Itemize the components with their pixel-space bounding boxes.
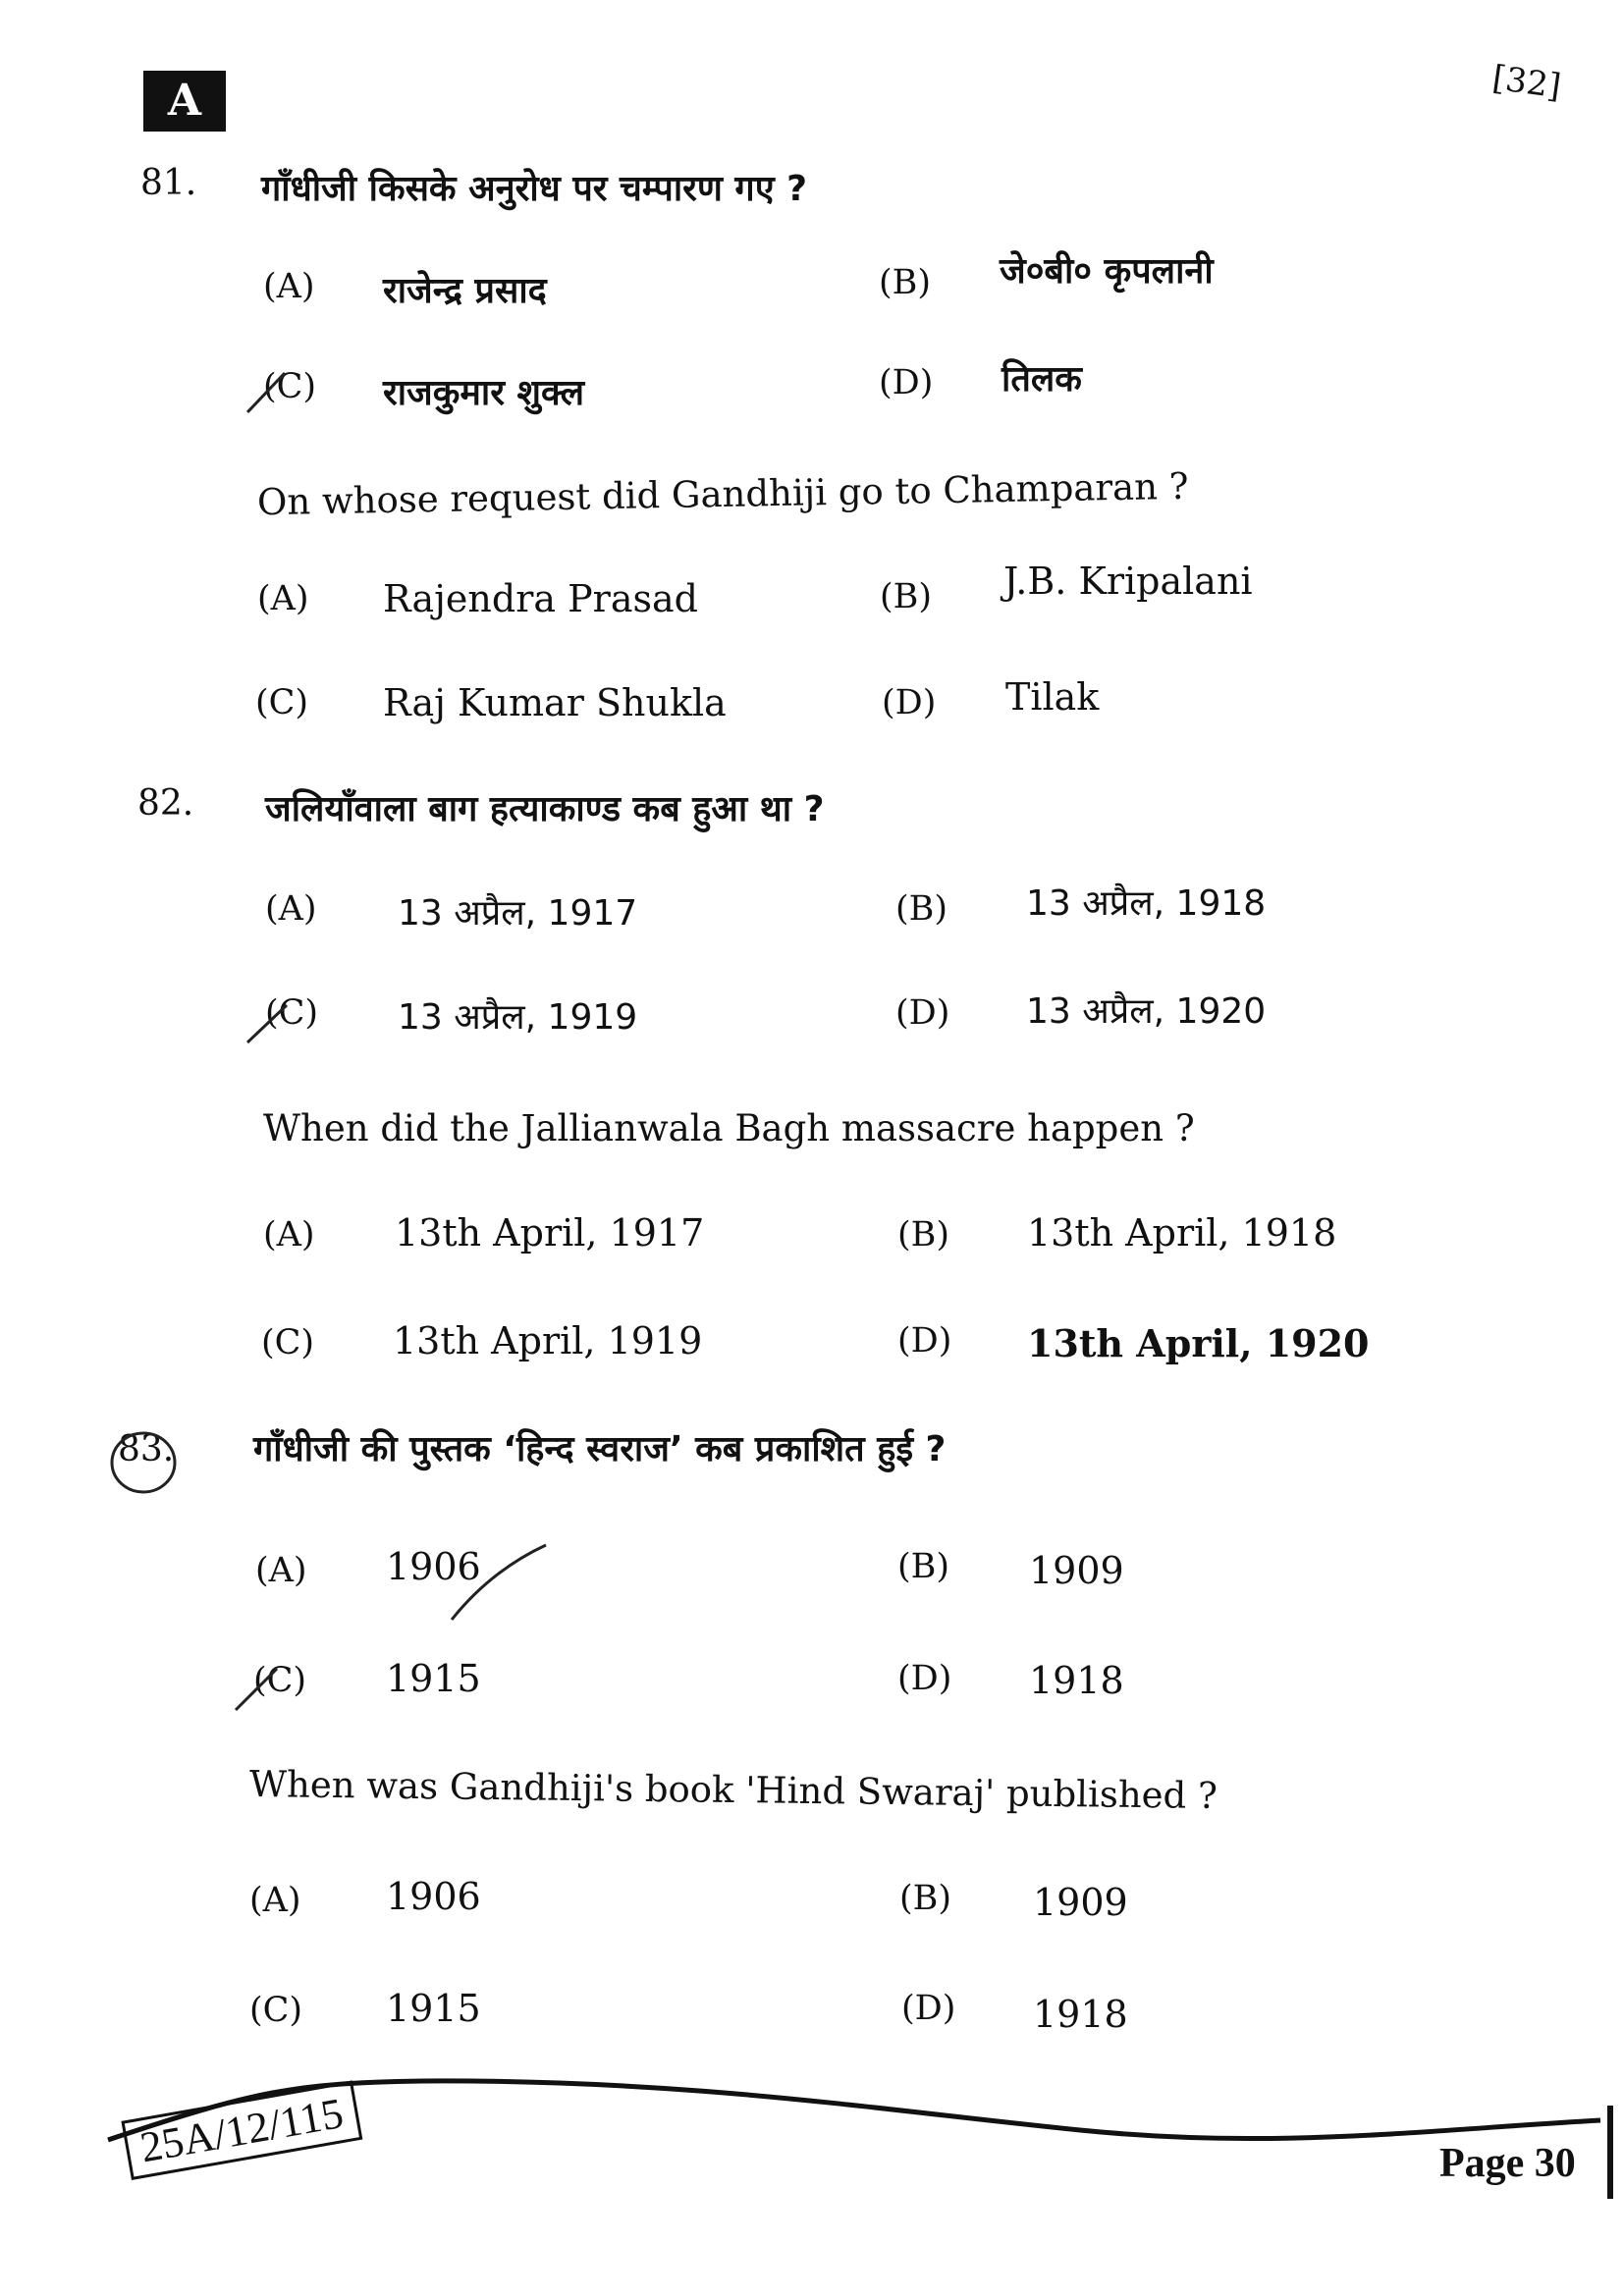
option-letter: (A) bbox=[265, 889, 317, 929]
option-letter: (A) bbox=[249, 1881, 301, 1920]
option-letter: (B) bbox=[895, 889, 948, 929]
option-text: 13th April, 1919 bbox=[393, 1319, 703, 1362]
option-letter: (C) bbox=[249, 1991, 303, 2030]
page-number: Page 30 bbox=[1439, 2141, 1576, 2186]
option-letter: (D) bbox=[897, 1659, 952, 1698]
option-letter: (C) bbox=[253, 1661, 307, 1700]
option-text: राजकुमार शुक्ल bbox=[383, 373, 585, 413]
option-letter: (C) bbox=[255, 683, 309, 722]
option-text: जे०बी० कृपलानी bbox=[1000, 251, 1214, 292]
option-text: 13th April, 1920 bbox=[1027, 1321, 1370, 1365]
option-text: 1906 bbox=[386, 1545, 481, 1588]
option-text: 13 अप्रैल, 1918 bbox=[1026, 883, 1267, 924]
option-text: 13 अप्रैल, 1919 bbox=[398, 997, 638, 1038]
option-letter: (A) bbox=[255, 1551, 307, 1590]
option-text: J.B. Kripalani bbox=[1003, 560, 1253, 603]
option-text: 1909 bbox=[1029, 1549, 1124, 1592]
option-text: 13 अप्रैल, 1920 bbox=[1026, 991, 1267, 1032]
option-text: 13th April, 1917 bbox=[395, 1211, 705, 1255]
question-number: 81. bbox=[140, 163, 197, 203]
option-text: 1915 bbox=[386, 1657, 481, 1700]
question-english: When was Gandhiji's book 'Hind Swaraj' published ? bbox=[248, 1762, 1218, 1818]
question-hindi: गाँधीजी की पुस्तक ‘हिन्द स्वराज’ कब प्रकाशित हुई ? bbox=[253, 1429, 947, 1469]
paper-code: 25A/12/115 bbox=[121, 2080, 362, 2180]
circle-mark-icon bbox=[112, 1433, 175, 1492]
option-letter: (D) bbox=[901, 1989, 956, 2028]
option-text: Tilak bbox=[1005, 675, 1100, 719]
option-letter: (B) bbox=[897, 1215, 950, 1255]
slash-mark-icon bbox=[452, 1545, 546, 1620]
option-text: Rajendra Prasad bbox=[383, 577, 698, 620]
option-text: 1915 bbox=[386, 1987, 481, 2030]
option-letter: (A) bbox=[263, 1215, 315, 1255]
option-text: तिलक bbox=[1001, 359, 1082, 400]
option-text: 13 अप्रैल, 1917 bbox=[398, 893, 638, 934]
question-hindi: जलियाँवाला बाग हत्याकाण्ड कब हुआ था ? bbox=[265, 789, 825, 829]
question-english: On whose request did Gandhiji go to Champaran ? bbox=[256, 464, 1189, 524]
option-letter: (B) bbox=[899, 1879, 952, 1918]
option-text: 1909 bbox=[1033, 1881, 1128, 1924]
option-letter: (C) bbox=[261, 1323, 315, 1362]
tick-mark-icon bbox=[247, 373, 285, 412]
option-text: Raj Kumar Shukla bbox=[383, 681, 727, 724]
option-letter: (D) bbox=[897, 1321, 952, 1361]
set-label-badge: A bbox=[143, 71, 226, 132]
question-english: When did the Jallianwala Bagh massacre happen ? bbox=[263, 1107, 1195, 1149]
tick-mark-icon bbox=[247, 1005, 287, 1042]
option-text: 1918 bbox=[1033, 1993, 1128, 2036]
option-text: 13th April, 1918 bbox=[1027, 1211, 1337, 1255]
page-marker: [32] bbox=[1489, 58, 1564, 107]
question-hindi: गाँधीजी किसके अनुरोध पर चम्पारण गए ? bbox=[261, 169, 808, 209]
option-letter: (B) bbox=[880, 577, 933, 616]
option-letter: (C) bbox=[263, 367, 317, 406]
option-letter: (C) bbox=[265, 993, 319, 1033]
option-letter: (B) bbox=[879, 263, 932, 302]
option-text: 1906 bbox=[386, 1875, 481, 1918]
option-letter: (D) bbox=[879, 363, 934, 402]
question-number: 82. bbox=[137, 783, 194, 824]
tick-mark-icon bbox=[236, 1669, 277, 1710]
option-text: राजेन्द्र प्रसाद bbox=[383, 271, 547, 311]
option-letter: (A) bbox=[257, 579, 309, 618]
option-text: 1918 bbox=[1029, 1659, 1124, 1702]
option-letter: (D) bbox=[882, 683, 937, 722]
option-letter: (B) bbox=[897, 1547, 950, 1586]
option-letter: (A) bbox=[263, 267, 315, 306]
option-letter: (D) bbox=[895, 993, 950, 1033]
question-number: 83. bbox=[118, 1429, 175, 1469]
